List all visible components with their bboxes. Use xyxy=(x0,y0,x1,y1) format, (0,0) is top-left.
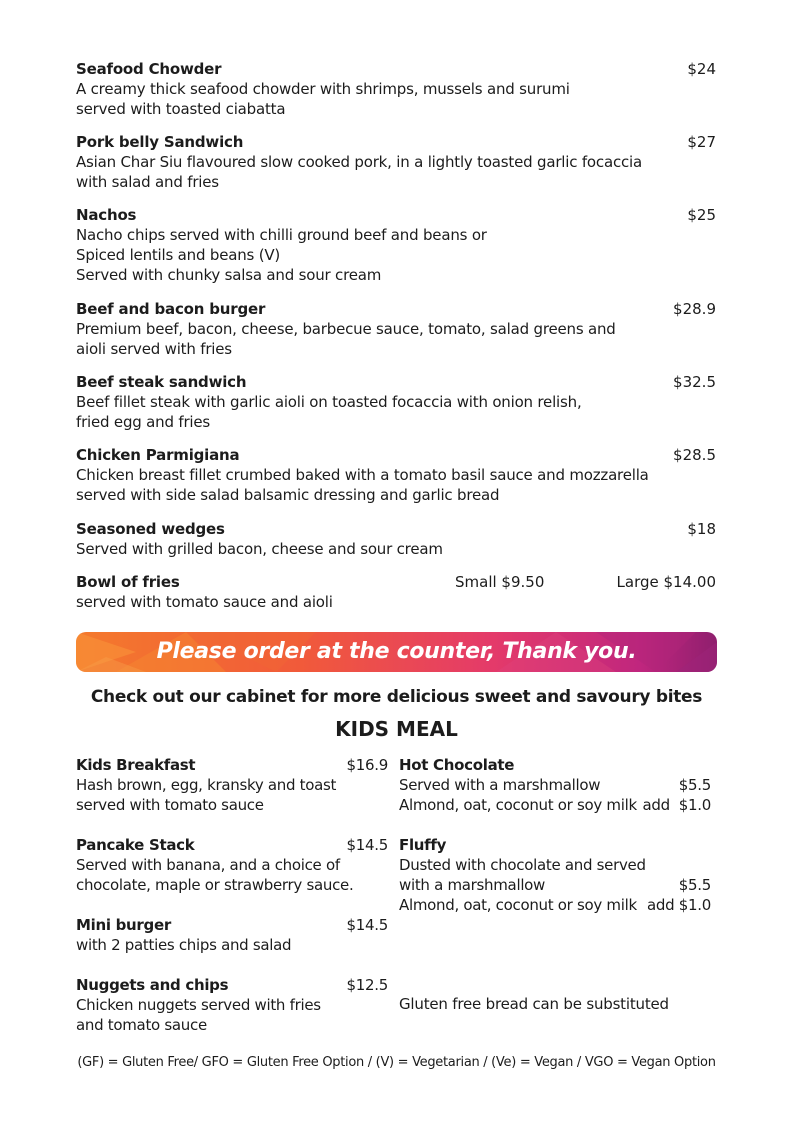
large-price: Large $14.00 xyxy=(616,573,716,591)
menu-item xyxy=(76,519,716,559)
item-price: $16.9 xyxy=(346,756,388,774)
order-banner xyxy=(76,632,717,672)
item-name: Pancake Stack xyxy=(76,836,195,854)
cabinet-note: Check out our cabinet for more delicious sweet and savoury bites xyxy=(90,687,703,707)
drink-hot-chocolate xyxy=(399,755,711,815)
item-name: Seasoned wedges xyxy=(76,520,225,538)
item-description: with 2 patties chips and salad xyxy=(76,936,292,954)
item-description: Hash brown, egg, kransky and toast served with tomato sauce xyxy=(76,776,337,814)
kids-meal-heading: KIDS MEAL xyxy=(335,717,458,741)
item-description: Nacho chips served with chilli ground beef and beans or Spiced lentils and beans (V) Served with chunky salsa and sour cream xyxy=(76,226,487,284)
menu-item xyxy=(76,372,716,432)
item-price: $27 xyxy=(687,133,716,151)
item-description: Chicken breast fillet crumbed baked with a tomato basil sauce and mozzarella served with side salad balsamic dressing and garlic bread xyxy=(76,466,649,504)
drink-line: with a marshmallow xyxy=(399,876,546,894)
item-name: Beef steak sandwich xyxy=(76,373,247,391)
menu-item xyxy=(76,59,716,119)
drink-line: Almond, oat, coconut or soy milk xyxy=(399,796,637,814)
item-description: served with tomato sauce and aioli xyxy=(76,593,333,611)
drink-row xyxy=(399,875,711,895)
item-description: Asian Char Siu flavoured slow cooked pork, in a lightly toasted garlic focaccia with salad and fries xyxy=(76,153,642,191)
item-description: Served with grilled bacon, cheese and sour cream xyxy=(76,540,443,558)
drink-line: Almond, oat, coconut or soy milk xyxy=(399,896,637,914)
item-price: $12.5 xyxy=(346,976,388,994)
item-name: Bowl of fries xyxy=(76,573,180,591)
drink-row xyxy=(399,775,711,795)
drink-fluffy xyxy=(399,835,711,915)
drink-row xyxy=(399,895,711,915)
item-name: Seafood Chowder xyxy=(76,60,222,78)
gluten-free-note: Gluten free bread can be substituted xyxy=(399,995,669,1013)
drink-line: Served with a marshmallow xyxy=(399,776,601,794)
menu-item-fries xyxy=(76,572,716,612)
menu-item xyxy=(76,299,716,359)
kids-item xyxy=(76,915,388,955)
item-description: Premium beef, bacon, cheese, barbecue sauce, tomato, salad greens and aioli served with fries xyxy=(76,320,616,358)
item-name: Pork belly Sandwich xyxy=(76,133,244,151)
menu-item xyxy=(76,445,716,505)
banner-text: Please order at the counter, Thank you. xyxy=(156,639,637,664)
item-price: $28.5 xyxy=(673,446,716,464)
item-price: $18 xyxy=(687,520,716,538)
drink-price: $5.5 xyxy=(678,876,711,894)
item-price: $24 xyxy=(687,60,716,78)
item-name: Hot Chocolate xyxy=(399,756,515,774)
item-name: Nuggets and chips xyxy=(76,976,229,994)
drink-price: $5.5 xyxy=(678,776,711,794)
drink-row xyxy=(399,855,711,875)
kids-item xyxy=(76,755,388,815)
kids-item xyxy=(76,975,388,1035)
drink-addon-price: add $1.0 xyxy=(646,896,711,914)
item-price: $25 xyxy=(687,206,716,224)
drink-row xyxy=(399,795,711,815)
item-price: $14.5 xyxy=(346,836,388,854)
item-price: $32.5 xyxy=(673,373,716,391)
item-name: Nachos xyxy=(76,206,137,224)
item-name: Kids Breakfast xyxy=(76,756,196,774)
item-name: Chicken Parmigiana xyxy=(76,446,240,464)
menu-item xyxy=(76,132,716,192)
small-price: Small $9.50 xyxy=(455,573,545,591)
item-name: Fluffy xyxy=(399,836,447,854)
item-description: A creamy thick seafood chowder with shrimps, mussels and surumi served with toasted ciabatta xyxy=(76,80,570,118)
item-price: $28.9 xyxy=(673,300,716,318)
item-price: $14.5 xyxy=(346,916,388,934)
item-name: Mini burger xyxy=(76,916,171,934)
menu-item xyxy=(76,205,716,285)
drink-addon-price: add $1.0 xyxy=(642,796,711,814)
drink-line: Dusted with chocolate and served xyxy=(399,856,646,874)
item-description: Beef fillet steak with garlic aioli on toasted focaccia with onion relish, fried egg and fries xyxy=(76,393,582,431)
item-description: Served with banana, and a choice of chocolate, maple or strawberry sauce. xyxy=(76,856,354,894)
dietary-legend: (GF) = Gluten Free/ GFO = Gluten Free Option / (V) = Vegetarian / (Ve) = Vegan / VGO = Vegan Option xyxy=(77,1055,716,1070)
item-name: Beef and bacon burger xyxy=(76,300,266,318)
kids-item xyxy=(76,835,388,895)
item-description: Chicken nuggets served with fries and tomato sauce xyxy=(76,996,321,1034)
